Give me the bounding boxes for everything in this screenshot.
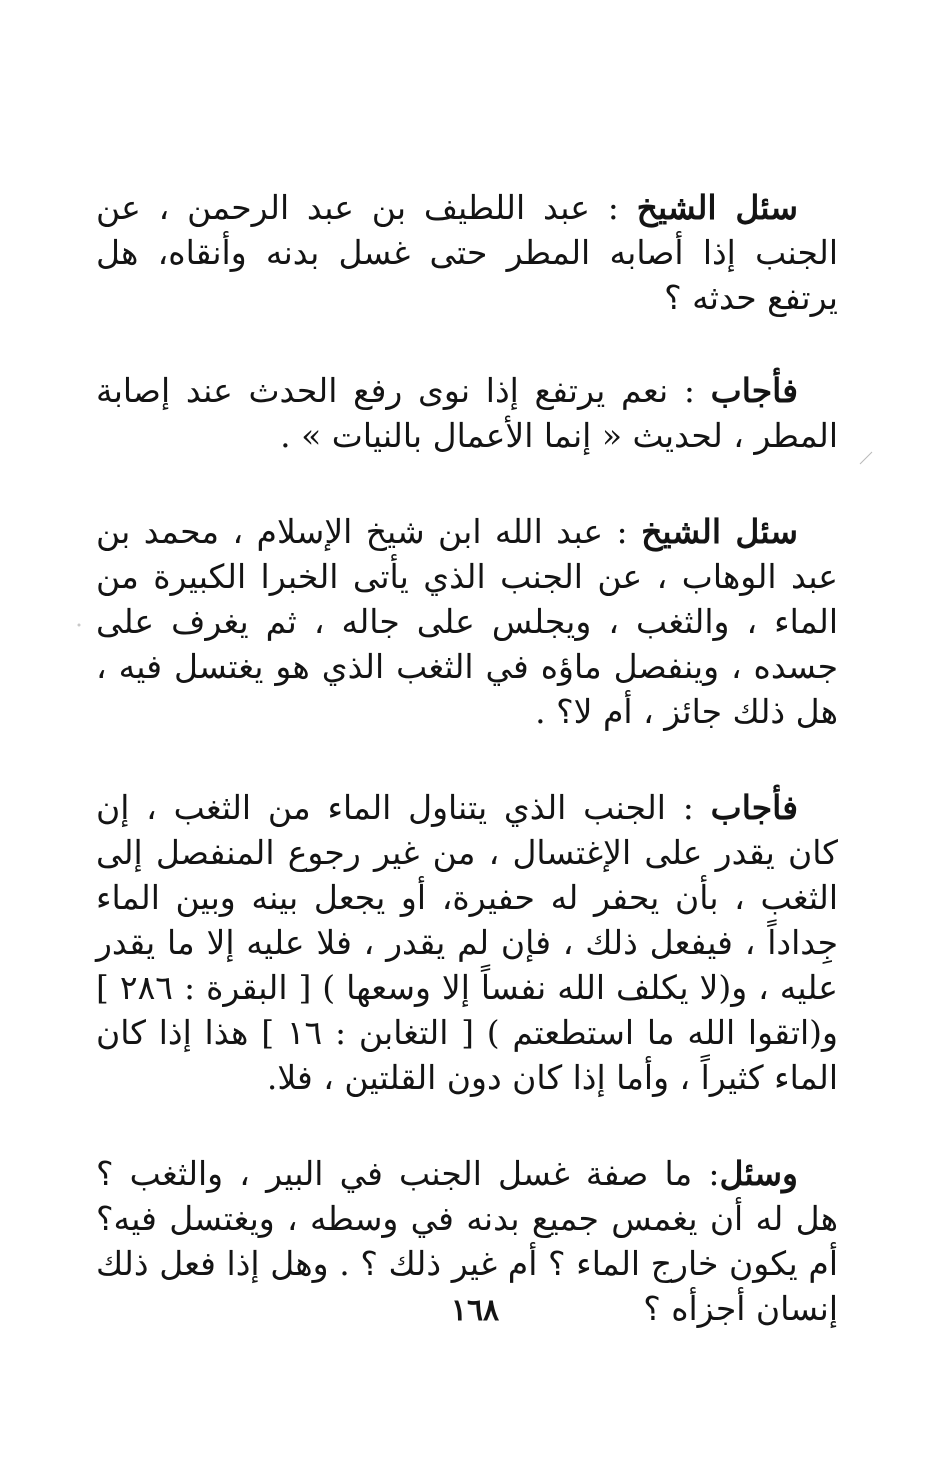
paragraph-1 bbox=[96, 185, 838, 320]
paragraph-4-lead: فأجاب bbox=[710, 788, 798, 827]
paragraph-3 bbox=[96, 509, 838, 734]
paragraph-5-lead: وسئل bbox=[719, 1154, 798, 1193]
paragraph-2-lead: فأجاب bbox=[710, 371, 798, 410]
paragraph-2-body: : نعم يرتفع إذا نوى رفع الحدث عند إصابة المطر ، لحديث « إنما الأعمال بالنيات » . bbox=[96, 371, 838, 455]
page-number: ١٦٨ bbox=[450, 1293, 500, 1328]
paragraph-3-body: : عبد الله ابن شيخ الإسلام ، محمد بن عبد الوهاب ، عن الجنب الذي يأتى الخبرا الكبيرة من الماء ، والثغب ، ويجلس على جاله ، ثم يغرف على جسده ، وينفصل ماؤه في الثغب الذي هو يغتسل فيه ، هل ذلك جائز ، أم لا؟ . bbox=[96, 512, 838, 731]
scan-speck-mark bbox=[858, 448, 878, 468]
page-text bbox=[96, 185, 838, 1331]
paragraph-3-lead: سئل الشيخ bbox=[641, 512, 798, 551]
paragraph-1-body: : عبد اللطيف بن عبد الرحمن ، عن الجنب إذا أصابه المطر حتى غسل بدنه وأنقاه، هل يرتفع حدثه ؟ bbox=[96, 188, 838, 317]
scan-dot-mark bbox=[74, 620, 84, 630]
paragraph-5-body: : ما صفة غسل الجنب في البير ، والثغب ؟ هل له أن يغمس جميع بدنه في وسطه ، ويغتسل فيه؟ أم يكون خارج الماء ؟ أم غير ذلك ؟ . وهل إذا فعل ذلك إنسان أجزأه ؟ bbox=[96, 1154, 838, 1328]
paragraph-1-lead: سئل الشيخ bbox=[636, 188, 799, 227]
paragraph-2 bbox=[96, 368, 838, 458]
paragraph-4 bbox=[96, 785, 838, 1100]
paragraph-4-body: : الجنب الذي يتناول الماء من الثغب ، إن كان يقدر على الإغتسال ، من غير رجوع المنفصل إلى الثغب ، بأن يحفر له حفيرة، أو يجعل بينه وبين الماء جِداداً ، فيفعل ذلك ، فإن لم يقدر ، فلا عليه إلا ما يقدر عليه ، و(لا يكلف الله نفساً إلا وسعها ) [ البقرة : ٢٨٦ ] و(اتقوا الله ما استطعتم ) [ التغابن : ١٦ ] هذا إذا كان الماء كثيراً ، وأما إذا كان دون القلتين ، فلا. bbox=[96, 788, 838, 1097]
